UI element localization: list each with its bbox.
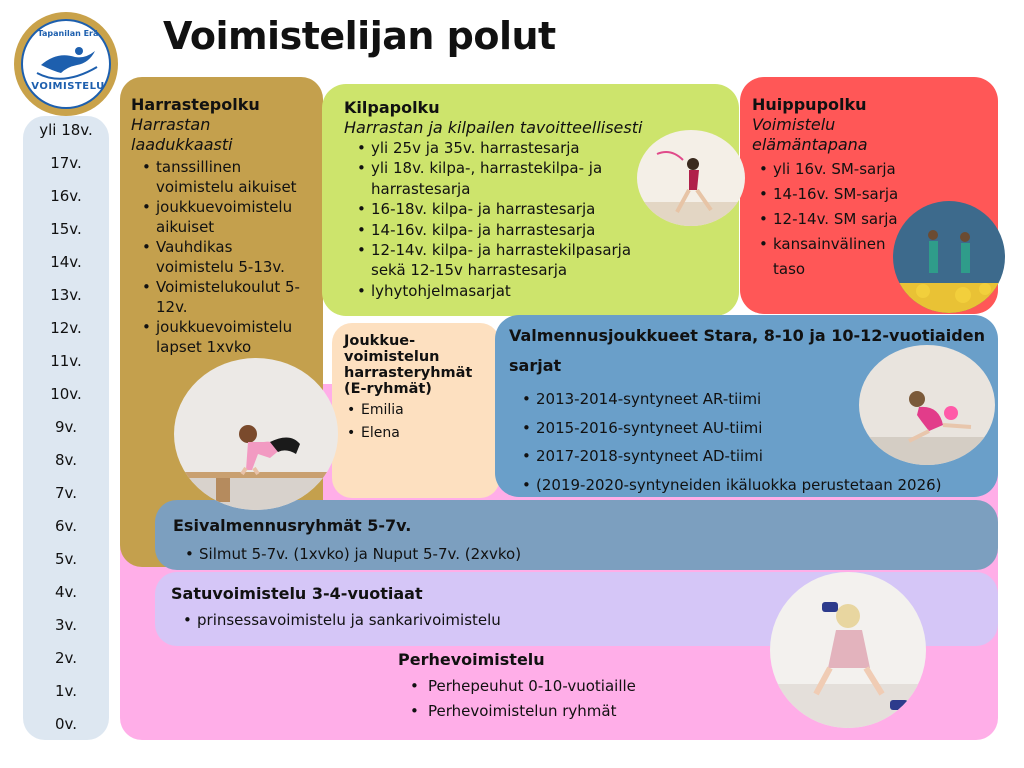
perhevoimistelu-title: Perhevoimistelu bbox=[398, 650, 545, 669]
logo-bottom-text: VOIMISTELU bbox=[31, 81, 105, 92]
page-title: Voimistelijan polut bbox=[163, 14, 556, 58]
list-item: • kansainvälinen taso bbox=[756, 232, 906, 282]
perhevoimistelu-content bbox=[398, 650, 758, 724]
list-item: • Emilia bbox=[344, 399, 492, 422]
age-label: 2v. bbox=[54, 649, 78, 667]
joukkue-box bbox=[332, 323, 500, 498]
age-column bbox=[23, 116, 109, 740]
joukkue-list bbox=[344, 399, 492, 445]
satuvoimistelu-title: Satuvoimistelu 3-4-vuotiaat bbox=[171, 584, 423, 603]
balance-beam-photo bbox=[174, 358, 338, 510]
list-item: • Elena bbox=[344, 422, 492, 445]
harrastepolku-list bbox=[131, 157, 313, 357]
esivalmennus-title: Esivalmennusryhmät 5-7v. bbox=[173, 516, 412, 535]
age-label: 13v. bbox=[50, 286, 82, 304]
esivalmennus-list bbox=[173, 542, 988, 566]
huippupolku-title: Huippupolku bbox=[752, 95, 867, 114]
list-item: • 14-16v. SM-sarja bbox=[756, 182, 906, 207]
list-item: • 12-14v. SM sarja bbox=[756, 207, 906, 232]
harrastepolku-subtitle: Harrastan laadukkaasti bbox=[131, 115, 233, 154]
huippupolku-list bbox=[752, 157, 906, 282]
list-item: • 2015-2016-syntyneet AU-tiimi bbox=[519, 414, 990, 443]
perhevoimistelu-list bbox=[398, 674, 758, 724]
list-item: • yli 25v ja 35v. harrastesarja bbox=[354, 138, 644, 158]
age-label: 5v. bbox=[54, 550, 78, 568]
child-gymnast-photo bbox=[770, 572, 926, 728]
list-item: • Vauhdikas voimistelu 5-13v. bbox=[139, 237, 313, 277]
list-item: • 12-14v. kilpa- ja harrastekilpasarja sekä 12-15v harrastesarja bbox=[354, 240, 644, 281]
age-label: 1v. bbox=[54, 682, 78, 700]
list-item: • lyhytohjelmasarjat bbox=[354, 281, 644, 301]
list-item: • (2019-2020-syntyneiden ikäluokka perustetaan 2026) bbox=[519, 471, 990, 500]
age-label: 17v. bbox=[50, 154, 82, 172]
age-label: 10v. bbox=[50, 385, 82, 403]
age-label: 9v. bbox=[54, 418, 78, 436]
list-item: • joukkuevoimistelu lapset 1xvko bbox=[139, 317, 313, 357]
list-item: • Perhepeuhut 0-10-vuotiaille bbox=[398, 674, 758, 699]
kilpapolku-subtitle: Harrastan ja kilpailen tavoitteellisesti bbox=[344, 118, 643, 137]
list-item: • yli 18v. kilpa-, harrastekilpa- ja harrastesarja bbox=[354, 158, 644, 199]
age-label: 16v. bbox=[50, 187, 82, 205]
list-item: • 2017-2018-syntyneet AD-tiimi bbox=[519, 442, 990, 471]
list-item: • 16-18v. kilpa- ja harrastesarja bbox=[354, 199, 644, 219]
esivalmennus-box bbox=[155, 500, 998, 570]
list-item: • tanssillinen voimistelu aikuiset bbox=[139, 157, 313, 197]
gymnast-silhouette-icon bbox=[23, 21, 109, 107]
rhythmic-gymnast-photo bbox=[859, 345, 995, 465]
list-item: • 2013-2014-syntyneet AR-tiimi bbox=[519, 385, 990, 414]
list-item: • 14-16v. kilpa- ja harrastesarja bbox=[354, 220, 644, 240]
huippupolku-subtitle: Voimistelu elämäntapana bbox=[752, 115, 868, 154]
list-item: • yli 16v. SM-sarja bbox=[756, 157, 906, 182]
team-gymnasts-photo bbox=[893, 201, 1005, 313]
club-logo bbox=[14, 12, 118, 116]
stara-title: Valmennusjoukkueet Stara, 8-10 ja 10-12-vuotiaiden sarjat bbox=[509, 326, 985, 375]
age-label: 8v. bbox=[54, 451, 78, 469]
kilpapolku-list bbox=[344, 138, 644, 301]
list-item: • joukkuevoimistelu aikuiset bbox=[139, 197, 313, 237]
list-item: • Perhevoimistelun ryhmät bbox=[398, 699, 758, 724]
age-label: 7v. bbox=[54, 484, 78, 502]
age-label: 15v. bbox=[50, 220, 82, 238]
joukkue-title: Joukkue-voimistelun harrasteryhmät (E-ryhmät) bbox=[344, 333, 473, 397]
list-item: • Voimistelukoulut 5-12v. bbox=[139, 277, 313, 317]
age-label: 11v. bbox=[50, 352, 82, 370]
list-item: • Silmut 5-7v. (1xvko) ja Nuput 5-7v. (2xvko) bbox=[173, 542, 988, 566]
harrastepolku-title: Harrastepolku bbox=[131, 95, 260, 114]
age-label: 12v. bbox=[50, 319, 82, 337]
age-label: 4v. bbox=[54, 583, 78, 601]
age-label: 3v. bbox=[54, 616, 78, 634]
age-label: 6v. bbox=[54, 517, 78, 535]
logo-top-text: Tapanilan Erä bbox=[37, 29, 99, 38]
age-label: yli 18v. bbox=[39, 121, 93, 139]
kilpapolku-title: Kilpapolku bbox=[344, 98, 440, 117]
age-label: 0v. bbox=[54, 715, 78, 733]
list-item: • prinsessavoimistelu ja sankarivoimistelu bbox=[171, 610, 988, 630]
ribbon-gymnast-photo bbox=[637, 130, 745, 226]
age-label: 14v. bbox=[50, 253, 82, 271]
